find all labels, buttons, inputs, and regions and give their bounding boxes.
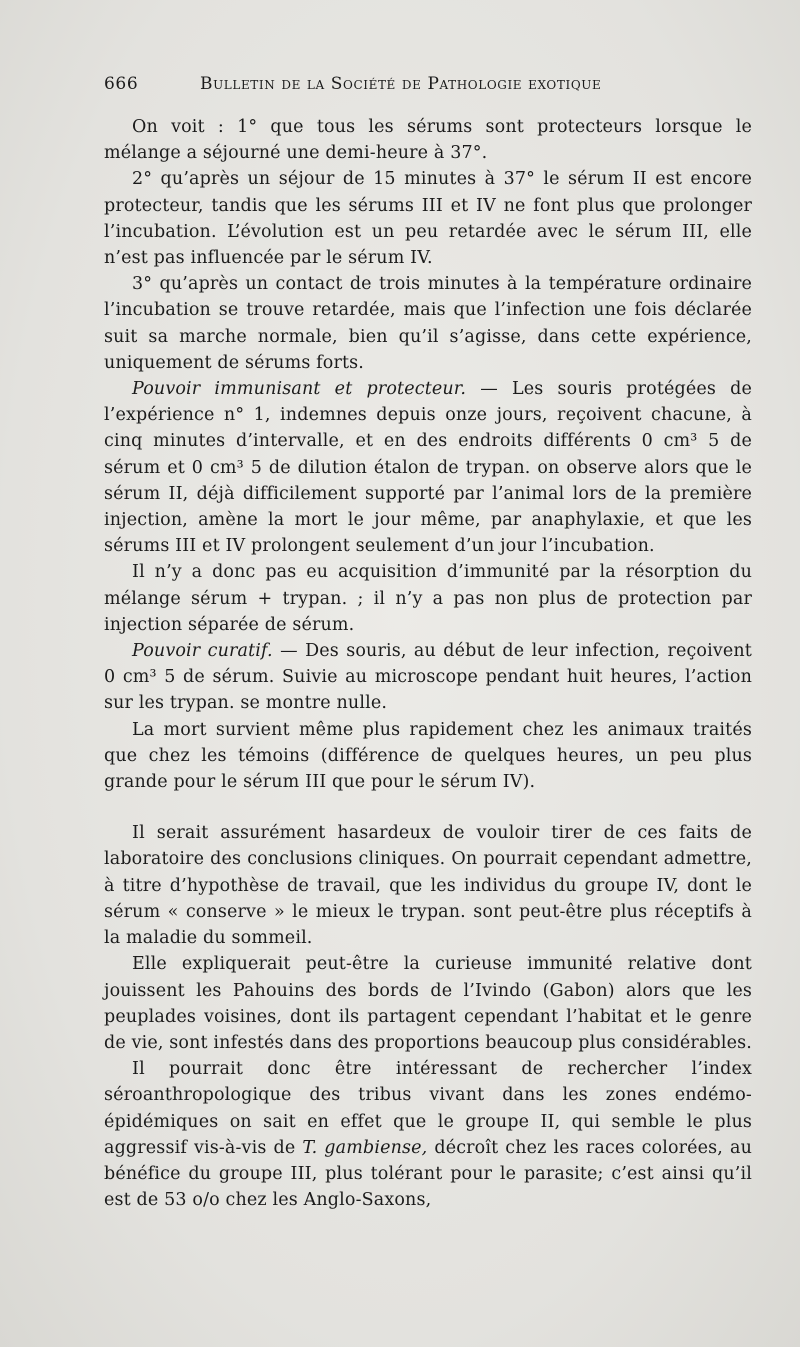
paragraph-4: Pouvoir immunisant et protecteur. — Les souris protégées de l’expérience n° 1, indemnes depuis onze jours, reçoivent chacune, à cinq minutes d’intervalle, et en des endroits différents 0 cm³ 5 de sérum et 0 cm³ 5 de dilution étalon de trypan. on observe alors que le sérum II, déjà difficilement supporté par l’animal lors de la première injection, amène la mort le jour même, par anaphylaxie, et que les sérums III et IV prolongent seulement d’un jour l’incubation. <box>104 379 752 557</box>
paragraph-1: On voit : 1° que tous les sérums sont protecteurs lorsque le mélange a séjourné une demi-heure à 37°. <box>104 117 752 164</box>
paragraph-3: 3° qu’après un contact de trois minutes à la température ordinaire l’incubation se trouve retardée, mais que l’infection une fois déclarée suit sa marche normale, bien qu’il s’agisse, dans cette expérience, uniquement de sérums forts. <box>104 274 752 373</box>
page-number: 666 <box>104 74 139 94</box>
running-title: Bulletin de la Société de Pathologie exotique <box>200 74 602 94</box>
paragraph-5: Il n’y a donc pas eu acquisition d’immunité par la résorption du mélange sérum + trypan. ; il n’y a pas non plus de protection par injection séparée de sérum. <box>104 562 752 635</box>
paragraph-2: 2° qu’après un séjour de 15 minutes à 37° le sérum II est encore protecteur, tandis que les sérums III et IV ne font plus que prolonger l’incubation. L’évolution est un peu retardée avec le sérum III, elle n’est pas influencée par le sérum IV. <box>104 169 752 269</box>
species-name: T. gambiense, <box>302 1137 428 1158</box>
section-heading-curatif: Pouvoir curatif. <box>132 641 273 662</box>
page-header <box>104 74 664 98</box>
paragraph-6: Pouvoir curatif. — Des souris, au début de leur infection, reçoivent 0 cm³ 5 de sérum. Suivie au microscope pendant huit heures, l’action sur les trypan. se montre nulle. <box>104 641 752 714</box>
paragraph-9: Elle expliquerait peut-être la curieuse immunité relative dont jouissent les Pahouins des bords de l’Ivindo (Gabon) alors que les peuplades voisines, dont ils partagent cependant l’habitat et le genre de vie, sont infestés dans des proportions beaucoup plus considérables. <box>104 954 752 1053</box>
paragraph-10: Il pourrait donc être intéressant de rechercher l’index séroanthropologique des tribus vivant dans les zones endémo-épidémiques on sait en effet que le groupe II, qui semble le plus aggressif vis-à-vis de T. gambiense, décroît chez les races colorées, au bénéfice du groupe III, plus tolérant pour le parasite; c’est ainsi qu’il est de 53 o/o chez les Anglo-Saxons, <box>104 1059 753 1211</box>
section-gap <box>104 795 752 820</box>
paragraph-7: La mort survient même plus rapidement chez les animaux traités que chez les témoins (différence de quelques heures, un peu plus grande pour le sérum III que pour le sérum IV). <box>104 719 752 793</box>
paragraph-8: Il serait assurément hasardeux de vouloir tirer de ces faits de laboratoire des conclusions cliniques. On pourrait cependant admettre, à titre d’hypothèse de travail, que les individus du groupe IV, dont le sérum « conserve » le mieux le trypan. sont peut-être plus réceptifs à la maladie du sommeil. <box>104 823 752 949</box>
section-heading-immunisant: Pouvoir immunisant et protecteur. <box>132 379 467 400</box>
body-text <box>104 114 752 1213</box>
